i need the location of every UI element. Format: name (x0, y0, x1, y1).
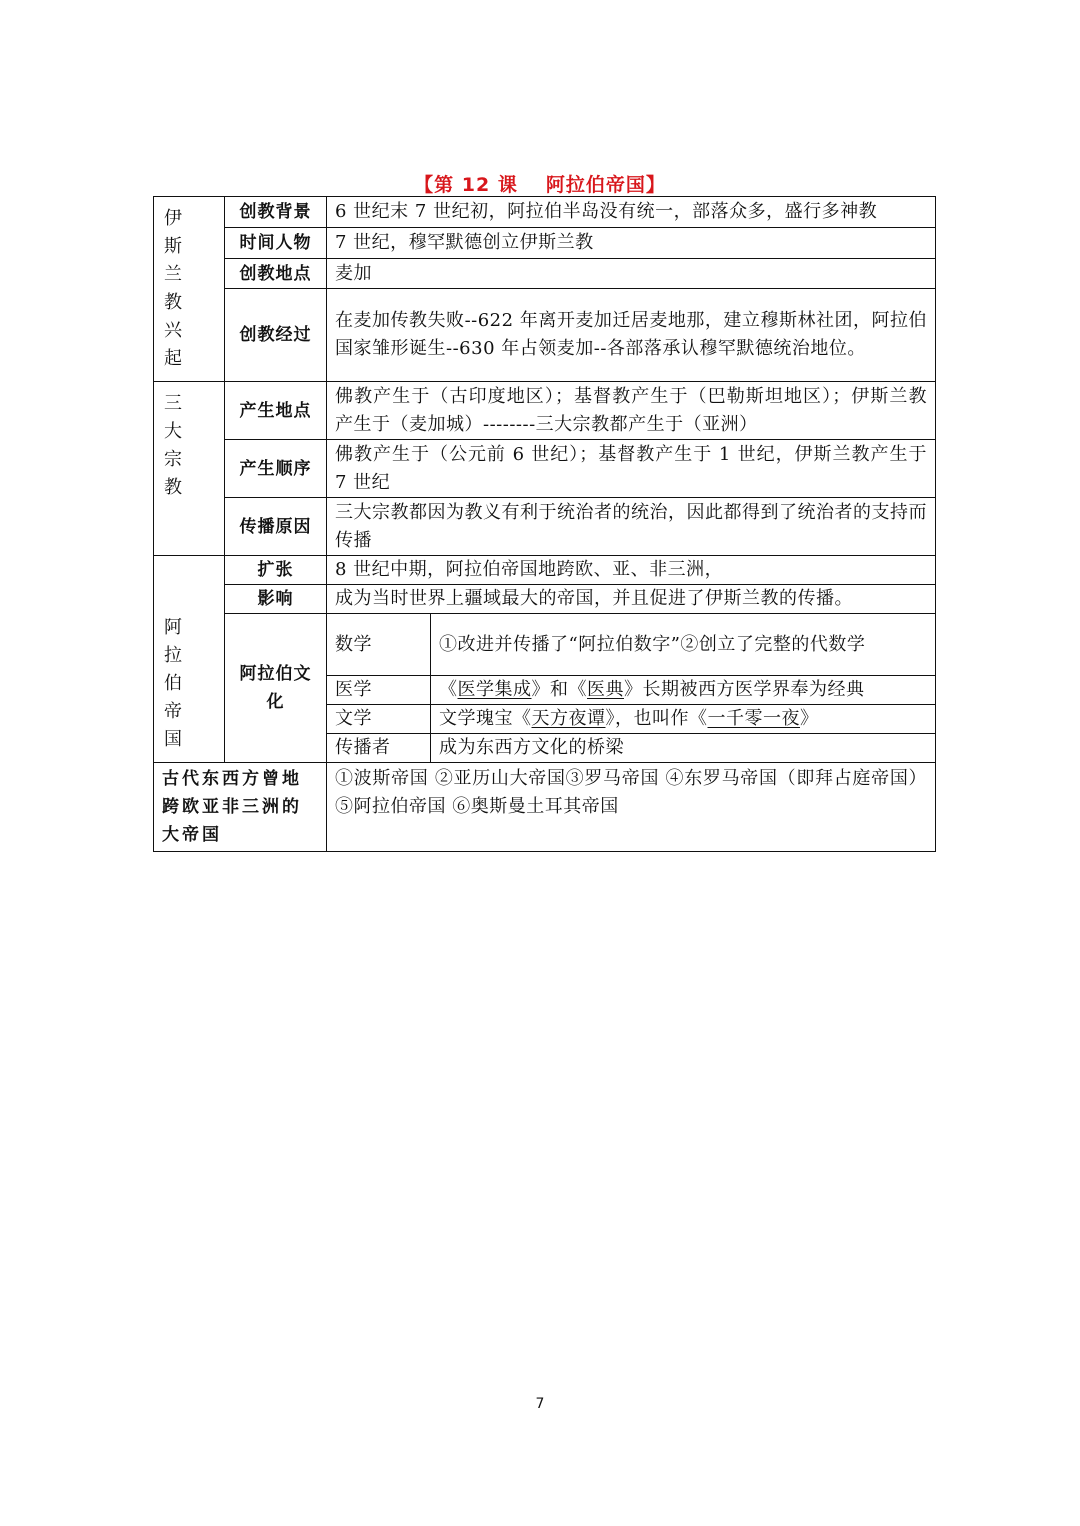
row-value: 三大宗教都因为教义有利于统治者的统治，因此都得到了统治者的支持而传播 (327, 498, 936, 556)
section-label-empires: 古代东西方曾地跨欧亚非三洲的大帝国 (154, 763, 327, 852)
row-value: 成为当时世界上疆域最大的帝国，并且促进了伊斯兰教的传播。 (327, 585, 936, 614)
table-row (154, 498, 936, 556)
culture-field: 传播者 (327, 734, 431, 763)
row-key: 产生地点 (225, 382, 327, 440)
section-label-islam: 伊斯兰教兴起 (154, 197, 225, 382)
culture-field: 文学 (327, 705, 431, 734)
book-title: 医典 (587, 679, 624, 700)
table-row (154, 197, 936, 228)
table-row (154, 614, 936, 676)
row-key-culture: 阿拉伯文化 (225, 614, 327, 763)
lesson-title (0, 170, 1080, 197)
table-row (154, 585, 936, 614)
text-part: 文学瑰宝《 (439, 708, 532, 729)
book-title: 天方夜谭 (531, 708, 606, 729)
row-value: 7 世纪，穆罕默德创立伊斯兰教 (327, 227, 936, 258)
lesson-number: 【第 12 课 (414, 174, 518, 196)
text-part: 》长期被西方医学界奉为经典 (624, 679, 865, 700)
page-number: 7 (535, 1396, 545, 1412)
text-part: 》和《 (531, 679, 587, 700)
row-value: 麦加 (327, 258, 936, 289)
row-value: 佛教产生于（公元前 6 世纪）；基督教产生于 1 世纪，伊斯兰教产生于 7 世纪 (327, 440, 936, 498)
table-row (154, 227, 936, 258)
lesson-topic: 阿拉伯帝国】 (545, 174, 666, 196)
culture-field: 数学 (327, 614, 431, 676)
table-row (154, 763, 936, 852)
table-row (154, 258, 936, 289)
culture-value: 成为东西方文化的桥梁 (431, 734, 936, 763)
culture-value: ①改进并传播了“阿拉伯数字”②创立了完整的代数学 (431, 614, 936, 676)
culture-value (431, 705, 936, 734)
row-value: 在麦加传教失败--622 年离开麦加迁居麦地那，建立穆斯林社团，阿拉伯国家雏形诞生--630 年占领麦加--各部落承认穆罕默德统治地位。 (327, 289, 936, 382)
row-key: 创教背景 (225, 197, 327, 228)
row-key: 影响 (225, 585, 327, 614)
row-key: 创教地点 (225, 258, 327, 289)
table-row (154, 556, 936, 585)
row-value: 佛教产生于（古印度地区）；基督教产生于（巴勒斯坦地区）；伊斯兰教产生于（麦加城）--------三大宗教都产生于（亚洲） (327, 382, 936, 440)
table-row (154, 382, 936, 440)
row-value: 8 世纪中期，阿拉伯帝国地跨欧、亚、非三洲， (327, 556, 936, 585)
summary-table (153, 196, 936, 852)
row-key: 产生顺序 (225, 440, 327, 498)
table-row (154, 289, 936, 382)
row-key: 传播原因 (225, 498, 327, 556)
book-title: 一千零一夜 (707, 708, 800, 729)
text-part: 》 (800, 708, 819, 729)
row-key: 时间人物 (225, 227, 327, 258)
row-value: ①波斯帝国 ②亚历山大帝国③罗马帝国 ④东罗马帝国（即拜占庭帝国）⑤阿拉伯帝国 ⑥奥斯曼土耳其帝国 (327, 763, 936, 852)
text-part: 》，也叫作《 (605, 708, 708, 729)
row-value: 6 世纪末 7 世纪初，阿拉伯半岛没有统一，部落众多，盛行多神教 (327, 197, 936, 228)
text-part: 《 (439, 679, 458, 700)
culture-field: 医学 (327, 676, 431, 705)
book-title: 医学集成 (457, 679, 532, 700)
table-row (154, 440, 936, 498)
row-key: 创教经过 (225, 289, 327, 382)
section-label-empire: 阿拉伯帝国 (154, 556, 225, 763)
section-label-religions: 三大宗教 (154, 382, 225, 556)
row-key: 扩张 (225, 556, 327, 585)
culture-value (431, 676, 936, 705)
